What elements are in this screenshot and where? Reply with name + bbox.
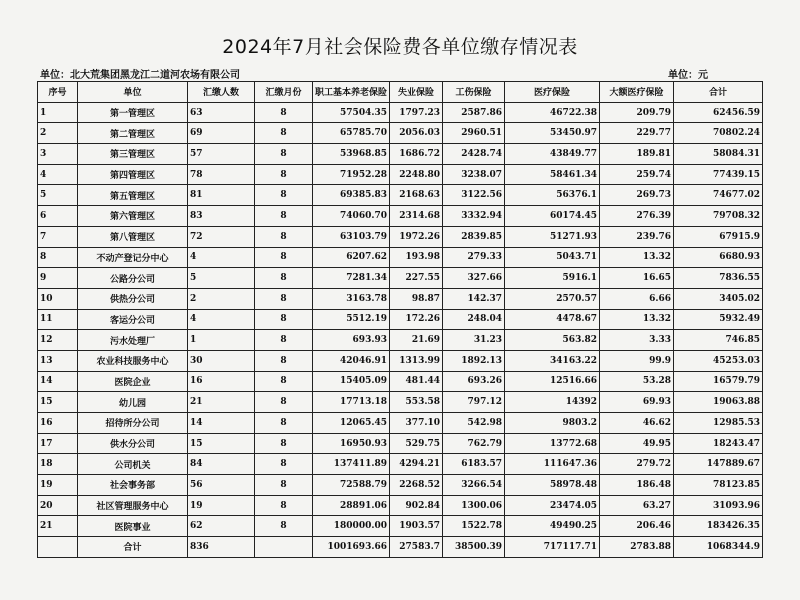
cell-months: 8 — [255, 309, 313, 330]
cell-unit: 第三管理区 — [78, 144, 188, 165]
cell-medical: 58978.48 — [505, 475, 600, 496]
cell-unit: 公路分公司 — [78, 268, 188, 289]
cell-headcount: 21 — [188, 392, 255, 413]
cell-headcount: 62 — [188, 516, 255, 537]
table-row — [38, 371, 763, 392]
cell-months: 8 — [255, 475, 313, 496]
cell-pension: 12065.45 — [313, 413, 390, 434]
cell-major-medical: 13.32 — [600, 247, 674, 268]
cell-unit: 第一管理区 — [78, 102, 188, 123]
cell-medical: 13772.68 — [505, 433, 600, 454]
cell-injury: 3238.07 — [443, 164, 505, 185]
cell-injury: 797.12 — [443, 392, 505, 413]
cell-total: 31093.96 — [674, 495, 763, 516]
unit-currency: 单位：元 — [668, 70, 708, 81]
cell-major-medical: 209.79 — [600, 102, 674, 123]
cell-major-medical: 16.65 — [600, 268, 674, 289]
cell-unemployment: 98.87 — [390, 288, 443, 309]
cell-major-medical: 2783.88 — [600, 537, 674, 558]
cell-unemployment: 529.75 — [390, 433, 443, 454]
cell-headcount: 57 — [188, 144, 255, 165]
cell-major-medical: 189.81 — [600, 144, 674, 165]
cell-months: 8 — [255, 495, 313, 516]
cell-unit: 第五管理区 — [78, 185, 188, 206]
cell-major-medical: 53.28 — [600, 371, 674, 392]
cell-months: 8 — [255, 516, 313, 537]
cell-unemployment: 902.84 — [390, 495, 443, 516]
cell-total: 6680.93 — [674, 247, 763, 268]
cell-seq: 16 — [38, 413, 78, 434]
cell-total: 79708.32 — [674, 206, 763, 227]
cell-months: 8 — [255, 454, 313, 475]
cell-unemployment: 172.26 — [390, 309, 443, 330]
col-header-pension: 职工基本养老保险 — [313, 82, 390, 103]
cell-pension: 3163.78 — [313, 288, 390, 309]
table-row — [38, 268, 763, 289]
cell-injury: 248.04 — [443, 309, 505, 330]
cell-months: 8 — [255, 392, 313, 413]
cell-headcount: 69 — [188, 123, 255, 144]
col-header-seq: 序号 — [38, 82, 78, 103]
cell-medical: 5043.71 — [505, 247, 600, 268]
cell-unit: 第六管理区 — [78, 206, 188, 227]
cell-headcount: 56 — [188, 475, 255, 496]
table-row — [38, 185, 763, 206]
table-row — [38, 454, 763, 475]
cell-medical: 2570.57 — [505, 288, 600, 309]
table-row — [38, 392, 763, 413]
cell-unemployment: 1797.23 — [390, 102, 443, 123]
cell-headcount: 63 — [188, 102, 255, 123]
cell-pension: 7281.34 — [313, 268, 390, 289]
cell-injury: 693.26 — [443, 371, 505, 392]
cell-injury: 327.66 — [443, 268, 505, 289]
cell-months: 8 — [255, 144, 313, 165]
cell-medical: 111647.36 — [505, 454, 600, 475]
cell-total: 3405.02 — [674, 288, 763, 309]
table-row — [38, 288, 763, 309]
cell-major-medical: 69.93 — [600, 392, 674, 413]
cell-injury: 3122.56 — [443, 185, 505, 206]
cell-seq: 3 — [38, 144, 78, 165]
cell-injury: 1522.78 — [443, 516, 505, 537]
cell-unit: 污水处理厂 — [78, 330, 188, 351]
cell-seq: 7 — [38, 226, 78, 247]
table-row — [38, 495, 763, 516]
cell-total: 19063.88 — [674, 392, 763, 413]
cell-medical: 717117.71 — [505, 537, 600, 558]
cell-months: 8 — [255, 185, 313, 206]
cell-unemployment: 4294.21 — [390, 454, 443, 475]
cell-pension: 57504.35 — [313, 102, 390, 123]
cell-major-medical: 276.39 — [600, 206, 674, 227]
cell-seq: 15 — [38, 392, 78, 413]
col-header-medical: 医疗保险 — [505, 82, 600, 103]
cell-unemployment: 1686.72 — [390, 144, 443, 165]
cell-total: 18243.47 — [674, 433, 763, 454]
cell-medical: 46722.38 — [505, 102, 600, 123]
cell-medical: 60174.45 — [505, 206, 600, 227]
table-row — [38, 350, 763, 371]
cell-unemployment: 2268.52 — [390, 475, 443, 496]
unit-organization: 单位：北大荒集团黑龙江二道河农场有限公司 — [40, 70, 240, 81]
cell-major-medical: 6.66 — [600, 288, 674, 309]
table-row — [38, 516, 763, 537]
cell-months: 8 — [255, 371, 313, 392]
cell-unit: 第八管理区 — [78, 226, 188, 247]
cell-headcount: 14 — [188, 413, 255, 434]
cell-seq: 17 — [38, 433, 78, 454]
cell-seq: 8 — [38, 247, 78, 268]
cell-medical: 5916.1 — [505, 268, 600, 289]
cell-months: 8 — [255, 123, 313, 144]
cell-total: 12985.53 — [674, 413, 763, 434]
cell-injury: 2587.86 — [443, 102, 505, 123]
cell-total: 78123.85 — [674, 475, 763, 496]
cell-total: 45253.03 — [674, 350, 763, 371]
cell-unemployment: 2248.80 — [390, 164, 443, 185]
cell-total: 70802.24 — [674, 123, 763, 144]
cell-unemployment: 1313.99 — [390, 350, 443, 371]
table-row — [38, 247, 763, 268]
cell-pension: 17713.18 — [313, 392, 390, 413]
cell-injury: 1300.06 — [443, 495, 505, 516]
cell-pension: 16950.93 — [313, 433, 390, 454]
cell-months: 8 — [255, 413, 313, 434]
cell-seq: 2 — [38, 123, 78, 144]
cell-unit: 招待所分公司 — [78, 413, 188, 434]
cell-medical: 23474.05 — [505, 495, 600, 516]
cell-unit: 公司机关 — [78, 454, 188, 475]
cell-pension: 63103.79 — [313, 226, 390, 247]
cell-seq: 10 — [38, 288, 78, 309]
cell-pension: 6207.62 — [313, 247, 390, 268]
cell-pension: 69385.83 — [313, 185, 390, 206]
cell-months: 8 — [255, 330, 313, 351]
cell-major-medical: 63.27 — [600, 495, 674, 516]
cell-total: 746.85 — [674, 330, 763, 351]
cell-total: 77439.15 — [674, 164, 763, 185]
cell-months: 8 — [255, 268, 313, 289]
cell-seq — [38, 537, 78, 558]
cell-medical: 56376.1 — [505, 185, 600, 206]
cell-headcount: 4 — [188, 247, 255, 268]
cell-injury: 142.37 — [443, 288, 505, 309]
cell-seq: 12 — [38, 330, 78, 351]
cell-total: 67915.9 — [674, 226, 763, 247]
cell-seq: 11 — [38, 309, 78, 330]
cell-major-medical: 269.73 — [600, 185, 674, 206]
col-header-major-medical: 大额医疗保险 — [600, 82, 674, 103]
cell-headcount: 2 — [188, 288, 255, 309]
cell-unemployment: 193.98 — [390, 247, 443, 268]
cell-months: 8 — [255, 164, 313, 185]
cell-headcount: 83 — [188, 206, 255, 227]
cell-seq: 9 — [38, 268, 78, 289]
page-title: 2024年7月社会保险费各单位缴存情况表 — [222, 36, 578, 58]
cell-unemployment: 2056.03 — [390, 123, 443, 144]
cell-injury: 2960.51 — [443, 123, 505, 144]
col-header-unit: 单位 — [78, 82, 188, 103]
col-header-months: 汇缴月份 — [255, 82, 313, 103]
cell-major-medical: 259.74 — [600, 164, 674, 185]
cell-pension: 74060.70 — [313, 206, 390, 227]
cell-major-medical: 46.62 — [600, 413, 674, 434]
cell-medical: 53450.97 — [505, 123, 600, 144]
table-row — [38, 123, 763, 144]
cell-headcount: 5 — [188, 268, 255, 289]
cell-pension: 72588.79 — [313, 475, 390, 496]
cell-unemployment: 553.58 — [390, 392, 443, 413]
cell-injury: 2839.85 — [443, 226, 505, 247]
cell-months: 8 — [255, 206, 313, 227]
table-row — [38, 144, 763, 165]
cell-total: 183426.35 — [674, 516, 763, 537]
cell-total: 1068344.9 — [674, 537, 763, 558]
cell-injury: 38500.39 — [443, 537, 505, 558]
cell-major-medical: 279.72 — [600, 454, 674, 475]
cell-injury: 279.33 — [443, 247, 505, 268]
total-row — [38, 537, 763, 558]
cell-pension: 42046.91 — [313, 350, 390, 371]
cell-months — [255, 537, 313, 558]
col-header-headcount: 汇缴人数 — [188, 82, 255, 103]
cell-unemployment: 1903.57 — [390, 516, 443, 537]
cell-unit: 幼儿园 — [78, 392, 188, 413]
cell-seq: 4 — [38, 164, 78, 185]
cell-total: 16579.79 — [674, 371, 763, 392]
cell-unit: 医院事业 — [78, 516, 188, 537]
table-row — [38, 433, 763, 454]
cell-headcount: 72 — [188, 226, 255, 247]
cell-injury: 2428.74 — [443, 144, 505, 165]
cell-months: 8 — [255, 226, 313, 247]
cell-seq: 13 — [38, 350, 78, 371]
cell-total: 62456.59 — [674, 102, 763, 123]
cell-headcount: 78 — [188, 164, 255, 185]
cell-unit: 社会事务部 — [78, 475, 188, 496]
cell-unemployment: 481.44 — [390, 371, 443, 392]
cell-medical: 14392 — [505, 392, 600, 413]
cell-months: 8 — [255, 247, 313, 268]
cell-unit: 合计 — [78, 537, 188, 558]
cell-unit: 供热分公司 — [78, 288, 188, 309]
cell-pension: 137411.89 — [313, 454, 390, 475]
cell-pension: 28891.06 — [313, 495, 390, 516]
cell-headcount: 4 — [188, 309, 255, 330]
insurance-table — [37, 81, 763, 558]
table-row — [38, 206, 763, 227]
cell-medical: 563.82 — [505, 330, 600, 351]
cell-seq: 1 — [38, 102, 78, 123]
cell-unemployment: 21.69 — [390, 330, 443, 351]
cell-injury: 3266.54 — [443, 475, 505, 496]
cell-months: 8 — [255, 102, 313, 123]
cell-major-medical: 3.33 — [600, 330, 674, 351]
col-header-injury: 工伤保险 — [443, 82, 505, 103]
cell-unemployment: 2168.63 — [390, 185, 443, 206]
cell-total: 7836.55 — [674, 268, 763, 289]
cell-total: 147889.67 — [674, 454, 763, 475]
cell-injury: 762.79 — [443, 433, 505, 454]
cell-major-medical: 206.46 — [600, 516, 674, 537]
cell-months: 8 — [255, 350, 313, 371]
cell-medical: 9803.2 — [505, 413, 600, 434]
cell-headcount: 836 — [188, 537, 255, 558]
cell-pension: 53968.85 — [313, 144, 390, 165]
table-row — [38, 102, 763, 123]
cell-unit: 第四管理区 — [78, 164, 188, 185]
cell-headcount: 1 — [188, 330, 255, 351]
cell-major-medical: 13.32 — [600, 309, 674, 330]
cell-unit: 供水分公司 — [78, 433, 188, 454]
cell-medical: 34163.22 — [505, 350, 600, 371]
cell-injury: 6183.57 — [443, 454, 505, 475]
table-row — [38, 413, 763, 434]
cell-unit: 社区管理服务中心 — [78, 495, 188, 516]
cell-headcount: 30 — [188, 350, 255, 371]
cell-pension: 65785.70 — [313, 123, 390, 144]
cell-injury: 542.98 — [443, 413, 505, 434]
cell-unemployment: 1972.26 — [390, 226, 443, 247]
table-row — [38, 226, 763, 247]
cell-unemployment: 2314.68 — [390, 206, 443, 227]
table-row — [38, 164, 763, 185]
cell-headcount: 84 — [188, 454, 255, 475]
cell-major-medical: 239.76 — [600, 226, 674, 247]
cell-medical: 58461.34 — [505, 164, 600, 185]
cell-medical: 43849.77 — [505, 144, 600, 165]
cell-seq: 14 — [38, 371, 78, 392]
cell-medical: 49490.25 — [505, 516, 600, 537]
cell-total: 58084.31 — [674, 144, 763, 165]
cell-pension: 180000.00 — [313, 516, 390, 537]
cell-headcount: 81 — [188, 185, 255, 206]
cell-total: 74677.02 — [674, 185, 763, 206]
cell-major-medical: 99.9 — [600, 350, 674, 371]
table-row — [38, 475, 763, 496]
cell-unit: 农业科技服务中心 — [78, 350, 188, 371]
cell-pension: 693.93 — [313, 330, 390, 351]
cell-seq: 18 — [38, 454, 78, 475]
cell-seq: 6 — [38, 206, 78, 227]
cell-unit: 第二管理区 — [78, 123, 188, 144]
cell-headcount: 19 — [188, 495, 255, 516]
cell-pension: 15405.09 — [313, 371, 390, 392]
cell-unit: 客运分公司 — [78, 309, 188, 330]
table-row — [38, 330, 763, 351]
cell-unemployment: 227.55 — [390, 268, 443, 289]
cell-seq: 5 — [38, 185, 78, 206]
cell-medical: 12516.66 — [505, 371, 600, 392]
col-header-total: 合计 — [674, 82, 763, 103]
cell-total: 5932.49 — [674, 309, 763, 330]
cell-unemployment: 27583.7 — [390, 537, 443, 558]
cell-months: 8 — [255, 433, 313, 454]
cell-headcount: 15 — [188, 433, 255, 454]
cell-medical: 51271.93 — [505, 226, 600, 247]
cell-seq: 20 — [38, 495, 78, 516]
cell-pension: 1001693.66 — [313, 537, 390, 558]
cell-major-medical: 186.48 — [600, 475, 674, 496]
cell-injury: 3332.94 — [443, 206, 505, 227]
cell-major-medical: 229.77 — [600, 123, 674, 144]
cell-headcount: 16 — [188, 371, 255, 392]
cell-seq: 21 — [38, 516, 78, 537]
header-row — [38, 82, 763, 103]
cell-injury: 31.23 — [443, 330, 505, 351]
cell-unit: 医院企业 — [78, 371, 188, 392]
cell-unemployment: 377.10 — [390, 413, 443, 434]
cell-injury: 1892.13 — [443, 350, 505, 371]
cell-medical: 4478.67 — [505, 309, 600, 330]
cell-pension: 71952.28 — [313, 164, 390, 185]
col-header-unemployment: 失业保险 — [390, 82, 443, 103]
cell-unit: 不动产登记分中心 — [78, 247, 188, 268]
table-row — [38, 309, 763, 330]
cell-months: 8 — [255, 288, 313, 309]
cell-major-medical: 49.95 — [600, 433, 674, 454]
cell-pension: 5512.19 — [313, 309, 390, 330]
cell-seq: 19 — [38, 475, 78, 496]
